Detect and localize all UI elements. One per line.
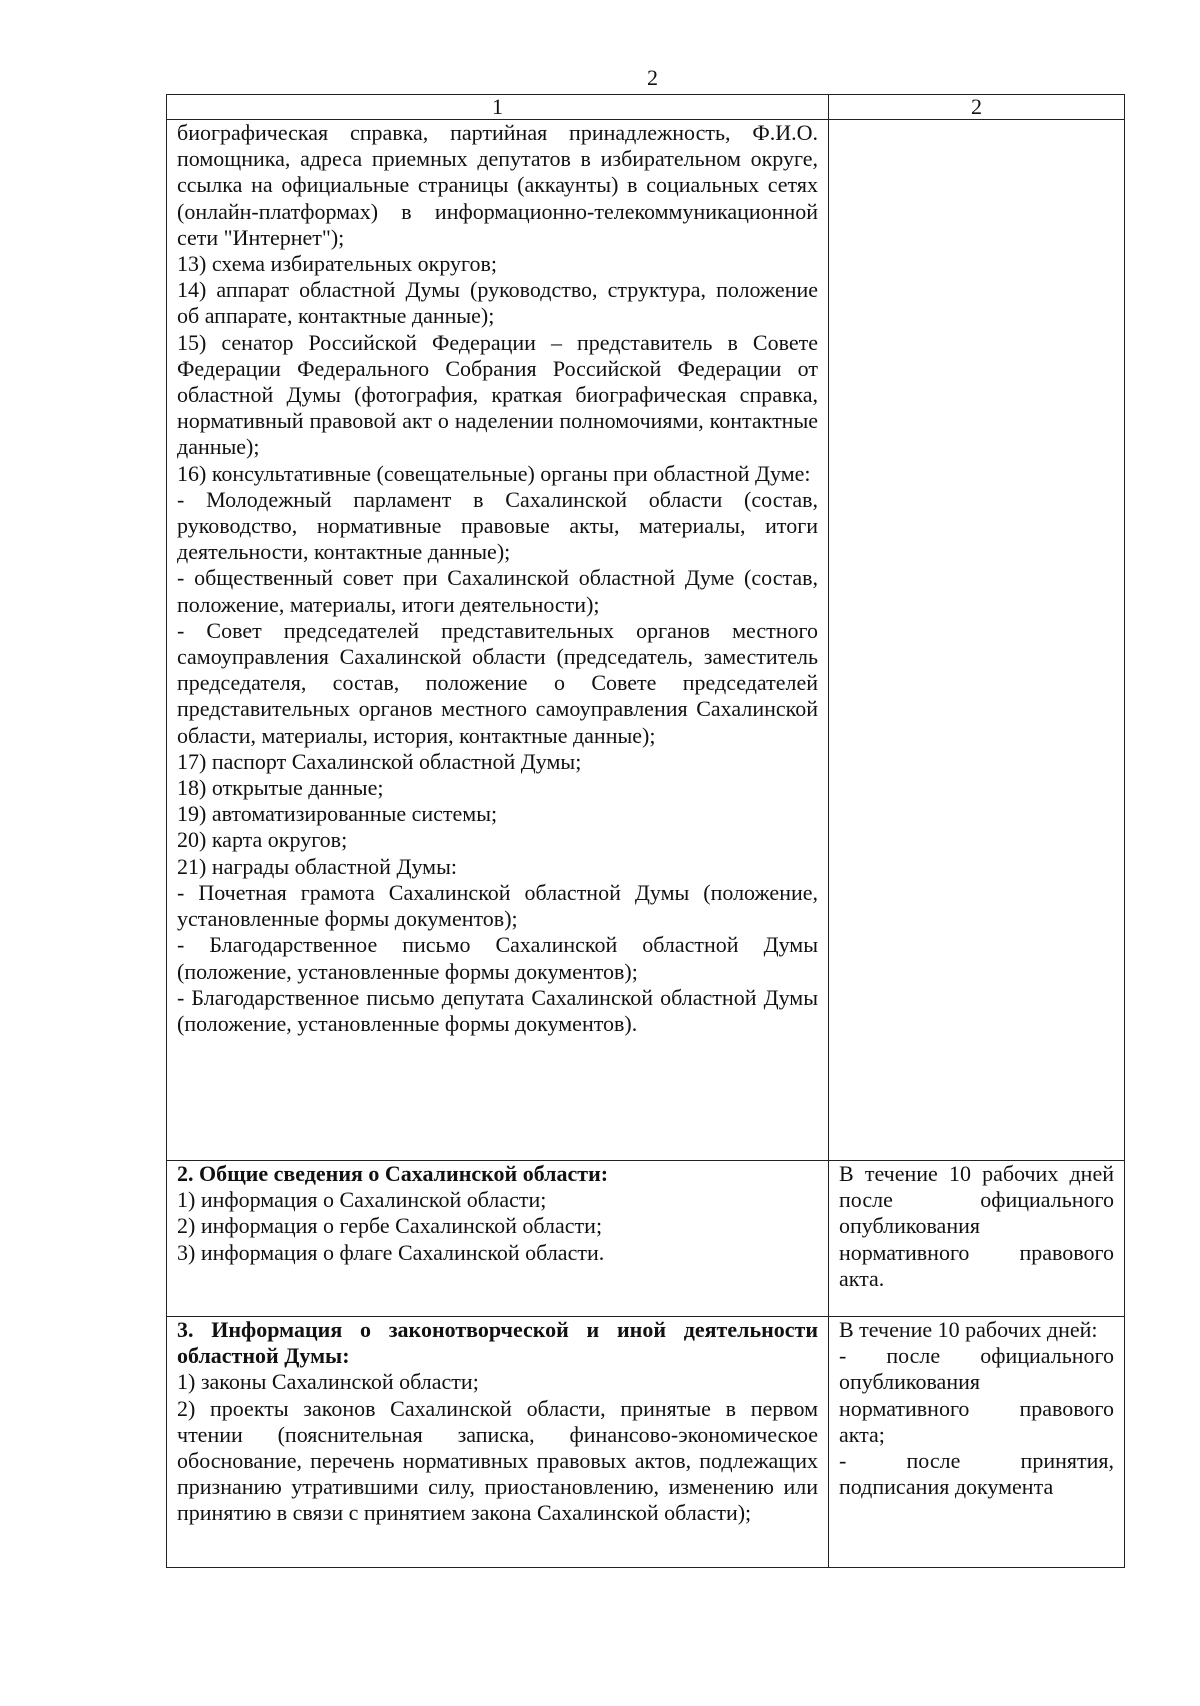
list-item: 19) автоматизированные системы; [177,801,498,827]
list-item: 21) награды областной Думы: [177,853,457,879]
list-item: - общественный совет при Сахалинской областной Думе (состав, положение, материалы, итоги деятельности); [177,565,818,617]
list-item: 3) информация о флаге Сахалинской области. [177,1239,605,1265]
page-number: 2 [647,65,658,90]
section-heading: 2. Общие сведения о Сахалинской области: [177,1161,609,1186]
list-item: 2) информация о гербе Сахалинской области; [177,1213,603,1239]
list-item: - Благодарственное письмо Сахалинской областной Думы (положение, установленные формы документов); [177,932,818,984]
list-item: 18) открытые данные; [177,775,384,801]
list-item: - Молодежный парламент в Сахалинской области (состав, руководство, нормативные правовые акты, материалы, итоги деятельности, контактные данные); [177,486,818,565]
table-header-row [167,95,1125,120]
list-item: 15) сенатор Российской Федерации – представитель в Совете Федерации Федерального Собрания Российской Федерации от областной Думы (фотография, краткая биографическая справка, нормативный правовой акт о наделении полномочиями, контактные данные); [177,329,818,460]
list-item: - Почетная грамота Сахалинской областной Думы (положение, установленные формы документов); [177,879,818,932]
row2-deadline-cell: В течение 10 рабочих дней после официального опубликования нормативного правового акта. [829,1161,1125,1317]
list-item: 1) законы Сахалинской области; [177,1369,479,1395]
list-item: - Благодарственное письмо депутата Сахалинской областной Думы (положение, установленные формы документов). [177,984,818,1036]
list-item: 20) карта округов; [177,827,348,853]
column-header-1: 1 [167,95,829,120]
row1-content-cell [167,120,829,1161]
row3-deadline-cell [829,1317,1125,1568]
list-item: 17) паспорт Сахалинской областной Думы; [177,748,582,774]
section-heading: 3. Информация о законотворческой и иной деятельности областной Думы: [177,1317,818,1369]
table-row [167,1317,1125,1568]
table-row [167,120,1125,1161]
list-item: 13) схема избирательных округов; [177,251,497,277]
deadline-text: - после официального опубликования нормативного правового акта; [839,1343,1114,1447]
list-item: 16) консультативные (совещательные) органы при областной Думе: [177,460,811,486]
list-item: биографическая справка, партийная принадлежность, Ф.И.О. помощника, адреса приемных депутатов в избирательном округе, ссылка на официальные страницы (аккаунты) в социальных сетях (онлайн-платформах) в информационно-телекоммуникационной сети "Интернет"); [177,120,818,250]
row3-content-cell [167,1317,829,1568]
requirements-table [166,94,1125,1568]
deadline-text: В течение 10 рабочих дней: [839,1317,1098,1342]
list-item: 1) информация о Сахалинской области; [177,1187,547,1213]
row2-content-cell [167,1161,829,1317]
list-item: 2) проекты законов Сахалинской области, принятые в первом чтении (пояснительная записка, финансово-экономическое обоснование, перечень нормативных правовых актов, подлежащих признанию утратившими силу, приостановлению, изменению или принятию в связи с принятием закона Сахалинской области); [177,1395,818,1526]
list-item: 14) аппарат областной Думы (руководство, структура, положение об аппарате, контактные данные); [177,277,818,329]
deadline-text: - после принятия, подписания документа [839,1448,1114,1500]
row1-deadline-cell [829,120,1125,1161]
column-header-2: 2 [829,95,1125,120]
table-row [167,1161,1125,1317]
list-item: - Совет председателей представительных органов местного самоуправления Сахалинской области (председатель, заместитель председателя, состав, положение о Совете председателей представительных органов местного самоуправления Сахалинской области, материалы, история, контактные данные); [177,617,818,748]
